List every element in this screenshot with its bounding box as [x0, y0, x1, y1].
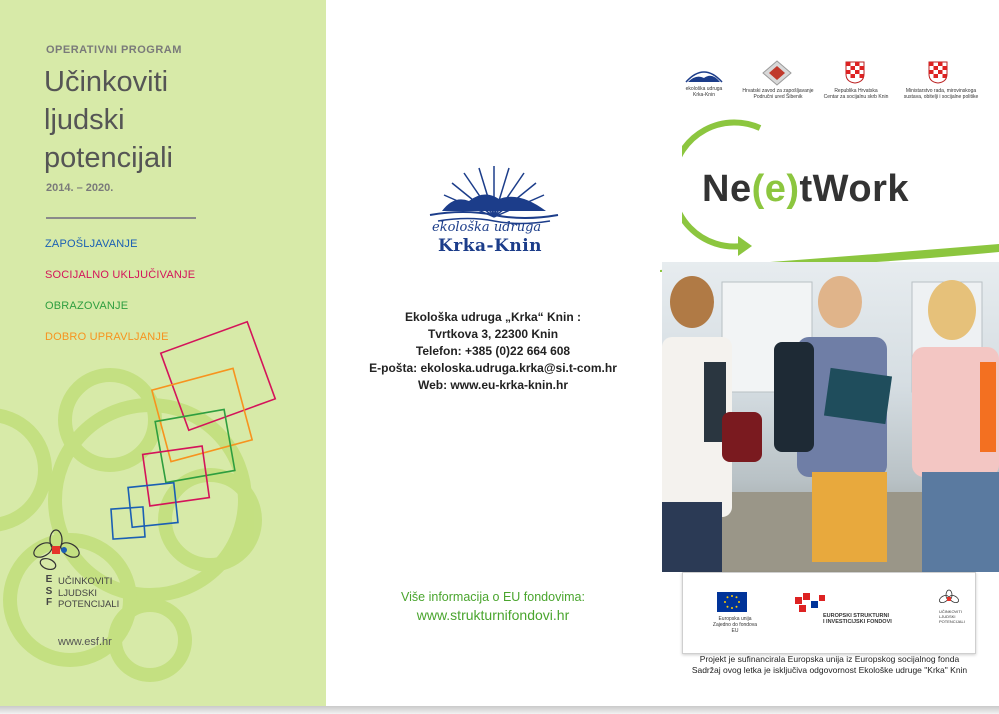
esf-small-line: POTENCIJALI	[939, 619, 965, 624]
footer-funding-note: Projekt je sufinancirala Europska unija iz Europskog socijalnog fonda	[699, 654, 960, 664]
priority-employment: ZAPOŠLJAVANJE	[45, 238, 138, 250]
partner-caption-line: Područni ured Šibenik	[753, 94, 803, 100]
esf-logo-line: POTENCIJALI	[58, 599, 120, 610]
project-logo-text	[702, 168, 909, 211]
esf-letter: F	[45, 597, 53, 608]
priority-good-governance: DOBRO UPRAVLJANJE	[45, 331, 169, 343]
more-info-url[interactable]: www.strukturnifondovi.hr	[416, 607, 570, 623]
funding-logo-bar	[682, 572, 976, 654]
students-photo	[662, 262, 999, 572]
left-panel	[0, 0, 326, 706]
esf-small-line: LJUDSKI	[939, 614, 956, 619]
partner-krka-logo	[682, 64, 726, 86]
esf-url-link[interactable]: www.esf.hr	[58, 636, 112, 648]
esf-flower-logo	[28, 528, 88, 573]
priority-education: OBRAZOVANJE	[45, 300, 129, 312]
partner-czss-caption	[818, 88, 894, 100]
esf-letters	[44, 574, 54, 609]
partner-caption-line: Krka-Knin	[693, 92, 715, 98]
org-logo-line2: Krka-Knin	[438, 236, 543, 256]
partner-krka-caption	[674, 86, 734, 98]
contact-org: Ekološka udruga „Krka“ Knin :	[404, 310, 582, 324]
program-label: OPERATIVNI PROGRAM	[46, 44, 182, 56]
project-logo-part: tWork	[799, 168, 909, 210]
partner-caption-line: Ministarstvo rada, mirovinskoga	[905, 88, 977, 94]
esf-logo-text	[58, 576, 119, 611]
esif-caption-line: EUROPSKI STRUKTURNI	[823, 613, 890, 619]
contact-web[interactable]: Web: www.eu-krka-knin.hr	[417, 378, 569, 392]
partner-ministry-caption	[896, 88, 986, 100]
esif-caption-line: I INVESTICIJSKI FONDOVI	[823, 619, 892, 625]
eu-caption	[709, 616, 761, 634]
project-logo-part: Ne	[702, 168, 752, 210]
eu-caption-line: Europska unija	[718, 616, 752, 622]
partner-caption-line: Republika Hrvatska	[834, 88, 878, 94]
priority-social-inclusion: SOCIJALNO UKLJUČIVANJE	[45, 269, 196, 281]
esif-caption	[823, 613, 913, 625]
eu-caption-line: Zajedno do fondova EU	[712, 622, 758, 634]
esf-logo-line: LJUDSKI	[58, 587, 98, 599]
program-title-line: potencijali	[44, 142, 173, 174]
eu-flag-icon	[717, 592, 747, 612]
footer-responsibility-note: Sadržaj ovog letka je isključiva odgovornost Ekološke udruge "Krka" Knin	[691, 665, 968, 675]
more-info-label: Više informacija o EU fondovima:	[401, 590, 585, 604]
partner-caption-line: ekološka udruga	[685, 86, 723, 92]
contact-phone: Telefon: +385 (0)22 664 608	[415, 344, 571, 358]
org-logo-emblem	[424, 165, 564, 225]
page-bottom-shadow	[0, 706, 999, 714]
contact-address: Tvrtkova 3, 22300 Knin	[427, 327, 559, 341]
partner-caption-line: sustava, obitelji i socijalne politike	[903, 94, 979, 100]
program-title-line: ljudski	[44, 104, 125, 136]
esf-logo-line: UČINKOVITI	[58, 576, 113, 587]
org-logo-line1: ekološka udruga	[432, 220, 542, 235]
students-illustration	[662, 262, 999, 572]
partner-caption-line: Centar za socijalnu skrb Knin	[823, 94, 889, 100]
program-years: 2014. – 2020.	[46, 182, 114, 194]
esf-small-line: UČINKOVITI	[939, 609, 962, 614]
project-logo-part: (e)	[751, 168, 800, 210]
partner-hzz-logo	[762, 60, 792, 86]
partner-czss-coat-of-arms	[845, 58, 865, 84]
program-title-line: Učinkoviti	[44, 66, 169, 98]
partner-caption-line: Hrvatski zavod za zapošljavanje	[742, 88, 814, 94]
partner-ministry-coat-of-arms	[928, 58, 948, 84]
middle-panel	[326, 0, 660, 706]
esf-small-flower-logo	[937, 589, 961, 609]
esf-small-caption	[939, 609, 975, 624]
right-panel	[660, 0, 999, 706]
contact-email[interactable]: E-pošta: ekoloska.udruga.krka@si.t-com.hr	[369, 361, 617, 375]
esf-letter: E	[45, 574, 53, 585]
partner-hzz-caption	[738, 88, 818, 100]
esf-letter: S	[45, 585, 53, 597]
esif-logo-graphic	[793, 591, 829, 615]
